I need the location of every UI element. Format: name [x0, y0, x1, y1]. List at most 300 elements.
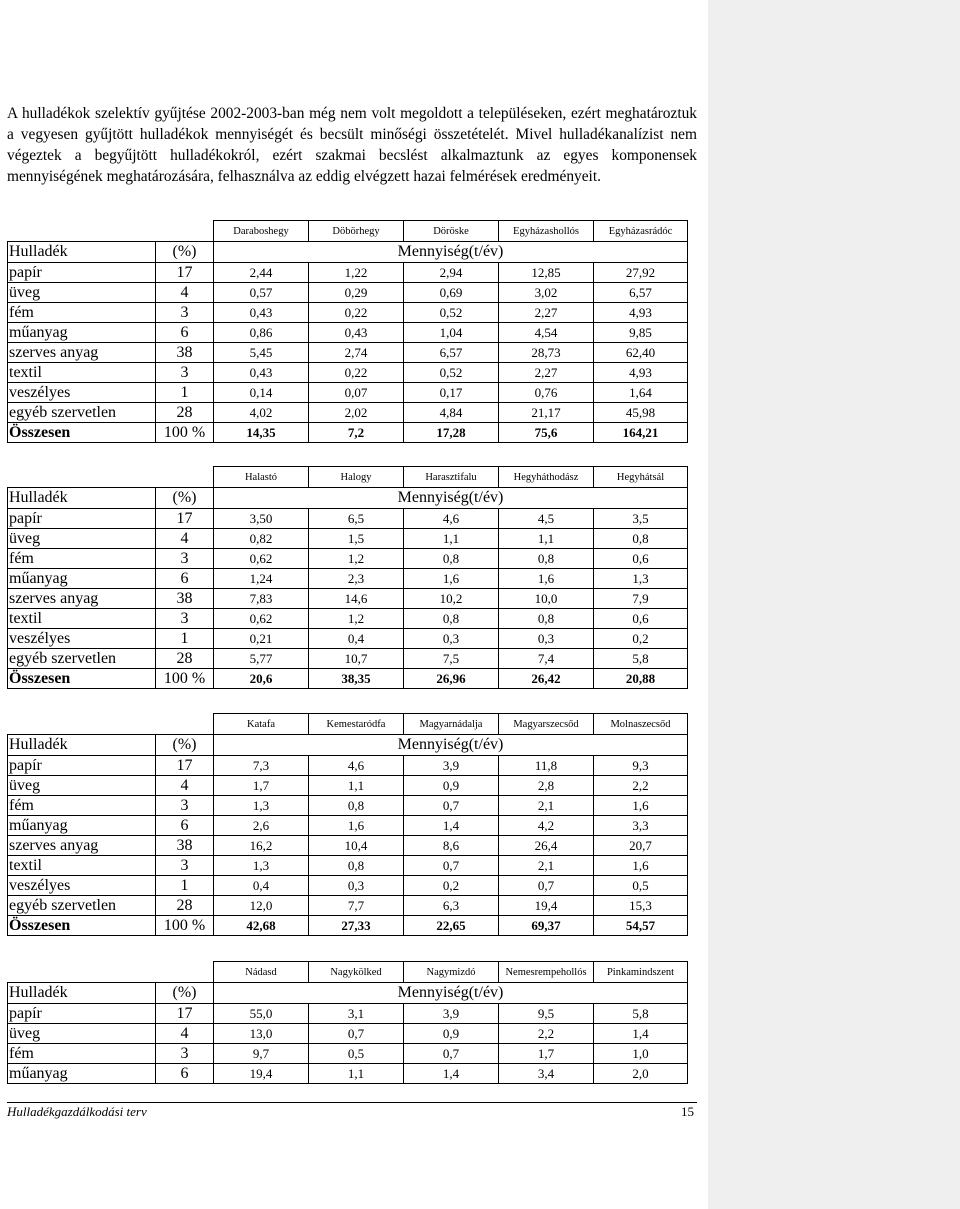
- quantity-value: 0,86: [214, 323, 309, 343]
- table-row: [8, 1024, 688, 1044]
- waste-percent: 3: [156, 796, 214, 816]
- waste-type: műanyag: [8, 569, 156, 589]
- waste-percent: 4: [156, 776, 214, 796]
- waste-percent: 38: [156, 836, 214, 856]
- table-row: [8, 403, 688, 423]
- quantity-value: 10,4: [309, 836, 404, 856]
- waste-type: szerves anyag: [8, 343, 156, 363]
- quantity-value: 7,83: [214, 589, 309, 609]
- column-label-row: [8, 242, 688, 263]
- quantity-value: 0,43: [214, 303, 309, 323]
- table-row: [8, 856, 688, 876]
- quantity-value: 1,1: [499, 529, 594, 549]
- quantity-value: 4,2: [499, 816, 594, 836]
- total-value: 20,6: [214, 669, 309, 689]
- quantity-value: 14,6: [309, 589, 404, 609]
- village-name: Nagykölked: [309, 962, 404, 983]
- waste-type: üveg: [8, 1024, 156, 1044]
- waste-label: Hulladék: [8, 735, 156, 756]
- waste-type: fém: [8, 303, 156, 323]
- quantity-value: 26,4: [499, 836, 594, 856]
- waste-percent: 4: [156, 529, 214, 549]
- waste-percent: 28: [156, 896, 214, 916]
- total-value: 26,96: [404, 669, 499, 689]
- quantity-value: 8,6: [404, 836, 499, 856]
- waste-percent: 1: [156, 383, 214, 403]
- quantity-value: 2,44: [214, 263, 309, 283]
- village-name: Nádasd: [214, 962, 309, 983]
- quantity-value: 9,7: [214, 1044, 309, 1064]
- quantity-value: 1,3: [214, 796, 309, 816]
- percent-label: (%): [156, 735, 214, 756]
- quantity-value: 3,9: [404, 1004, 499, 1024]
- quantity-value: 3,1: [309, 1004, 404, 1024]
- column-label-row: [8, 983, 688, 1004]
- waste-percent: 6: [156, 816, 214, 836]
- waste-percent: 38: [156, 589, 214, 609]
- total-value: 42,68: [214, 916, 309, 936]
- waste-percent: 3: [156, 363, 214, 383]
- total-label: Összesen: [8, 669, 156, 689]
- village-name: Pinkamindszent: [594, 962, 688, 983]
- quantity-value: 0,5: [594, 876, 688, 896]
- total-percent: 100 %: [156, 916, 214, 936]
- village-name: Katafa: [214, 714, 309, 735]
- total-value: 7,2: [309, 423, 404, 443]
- blank-cell: [156, 714, 214, 735]
- quantity-value: 1,6: [404, 569, 499, 589]
- quantity-value: 2,6: [214, 816, 309, 836]
- blank-cell: [8, 221, 156, 242]
- waste-percent: 6: [156, 1064, 214, 1084]
- blank-cell: [156, 962, 214, 983]
- quantity-value: 0,8: [309, 856, 404, 876]
- waste-type: egyéb szervetlen: [8, 896, 156, 916]
- waste-type: papír: [8, 263, 156, 283]
- total-value: 27,33: [309, 916, 404, 936]
- total-value: 75,6: [499, 423, 594, 443]
- village-name: Kemestaródfa: [309, 714, 404, 735]
- intro-paragraph: A hulladékok szelektív gyűjtése 2002-2003-ban még nem volt megoldott a településeken, ezért meghatároztuk a vegyesen gyűjtött hulladékok mennyiségét és becsült minőségi összetételét. Mivel hulladékanalízist nem végeztek a begyűjtött hulladékokról, ezért szakmai becslést alkalmaztunk az egyes komponensek mennyiségének meghatározására, felhasználva az eddig elvégzett hazai felmérések eredményeit.: [7, 105, 697, 185]
- table-row: [8, 1064, 688, 1084]
- quantity-value: 2,0: [594, 1064, 688, 1084]
- total-row: [8, 423, 688, 443]
- quantity-value: 0,9: [404, 1024, 499, 1044]
- waste-type: szerves anyag: [8, 836, 156, 856]
- quantity-value: 7,3: [214, 756, 309, 776]
- quantity-value: 0,69: [404, 283, 499, 303]
- quantity-value: 6,3: [404, 896, 499, 916]
- waste-type: textil: [8, 609, 156, 629]
- waste-type: műanyag: [8, 816, 156, 836]
- table-row: [8, 569, 688, 589]
- waste-type: fém: [8, 549, 156, 569]
- village-name: Magyarnádalja: [404, 714, 499, 735]
- quantity-value: 0,7: [404, 1044, 499, 1064]
- quantity-value: 0,6: [594, 549, 688, 569]
- quantity-value: 62,40: [594, 343, 688, 363]
- quantity-value: 0,14: [214, 383, 309, 403]
- quantity-value: 0,5: [309, 1044, 404, 1064]
- quantity-value: 6,57: [594, 283, 688, 303]
- quantity-value: 21,17: [499, 403, 594, 423]
- quantity-value: 0,8: [404, 549, 499, 569]
- page-number: 15: [681, 1104, 694, 1119]
- total-value: 22,65: [404, 916, 499, 936]
- quantity-value: 1,3: [214, 856, 309, 876]
- village-name: Döbörhegy: [309, 221, 404, 242]
- waste-type: üveg: [8, 776, 156, 796]
- quantity-value: 4,84: [404, 403, 499, 423]
- village-name: Halogy: [309, 467, 404, 488]
- village-name: Hegyhátsál: [594, 467, 688, 488]
- quantity-value: 3,4: [499, 1064, 594, 1084]
- table-row: [8, 509, 688, 529]
- blank-cell: [156, 221, 214, 242]
- quantity-value: 1,0: [594, 1044, 688, 1064]
- quantity-label: Mennyiség(t/év): [214, 735, 688, 756]
- total-label: Összesen: [8, 423, 156, 443]
- waste-percent: 17: [156, 1004, 214, 1024]
- quantity-value: 45,98: [594, 403, 688, 423]
- quantity-value: 5,45: [214, 343, 309, 363]
- quantity-value: 4,54: [499, 323, 594, 343]
- village-header-row: [8, 467, 688, 488]
- quantity-label: Mennyiség(t/év): [214, 488, 688, 509]
- quantity-value: 1,1: [404, 529, 499, 549]
- total-value: 17,28: [404, 423, 499, 443]
- waste-percent: 3: [156, 856, 214, 876]
- quantity-value: 4,5: [499, 509, 594, 529]
- quantity-value: 0,7: [404, 796, 499, 816]
- waste-percent: 6: [156, 323, 214, 343]
- quantity-value: 0,7: [499, 876, 594, 896]
- quantity-value: 20,7: [594, 836, 688, 856]
- waste-label: Hulladék: [8, 983, 156, 1004]
- village-name: Daraboshegy: [214, 221, 309, 242]
- waste-label: Hulladék: [8, 488, 156, 509]
- waste-percent: 3: [156, 1044, 214, 1064]
- quantity-value: 12,0: [214, 896, 309, 916]
- quantity-value: 9,85: [594, 323, 688, 343]
- table-row: [8, 549, 688, 569]
- quantity-value: 2,27: [499, 363, 594, 383]
- quantity-value: 1,6: [309, 816, 404, 836]
- quantity-value: 9,5: [499, 1004, 594, 1024]
- waste-percent: 4: [156, 1024, 214, 1044]
- table-row: [8, 776, 688, 796]
- column-label-row: [8, 735, 688, 756]
- quantity-value: 19,4: [499, 896, 594, 916]
- waste-percent: 38: [156, 343, 214, 363]
- waste-percent: 1: [156, 629, 214, 649]
- quantity-value: 28,73: [499, 343, 594, 363]
- quantity-value: 1,6: [594, 796, 688, 816]
- quantity-value: 11,8: [499, 756, 594, 776]
- total-value: 38,35: [309, 669, 404, 689]
- quantity-value: 0,21: [214, 629, 309, 649]
- right-margin-panel: [708, 0, 960, 1209]
- table-row: [8, 343, 688, 363]
- table-row: [8, 363, 688, 383]
- quantity-value: 5,8: [594, 649, 688, 669]
- quantity-value: 0,62: [214, 549, 309, 569]
- waste-table-4: [7, 961, 688, 1084]
- total-value: 26,42: [499, 669, 594, 689]
- quantity-value: 4,93: [594, 363, 688, 383]
- waste-percent: 28: [156, 403, 214, 423]
- quantity-value: 0,22: [309, 363, 404, 383]
- quantity-value: 0,6: [594, 609, 688, 629]
- quantity-value: 2,1: [499, 796, 594, 816]
- percent-label: (%): [156, 488, 214, 509]
- quantity-value: 13,0: [214, 1024, 309, 1044]
- total-value: 54,57: [594, 916, 688, 936]
- table-row: [8, 756, 688, 776]
- table-row: [8, 876, 688, 896]
- waste-table-3: [7, 713, 688, 936]
- quantity-value: 4,93: [594, 303, 688, 323]
- quantity-value: 2,3: [309, 569, 404, 589]
- quantity-value: 0,43: [214, 363, 309, 383]
- percent-label: (%): [156, 242, 214, 263]
- waste-type: papír: [8, 509, 156, 529]
- quantity-value: 1,4: [404, 816, 499, 836]
- table-row: [8, 1044, 688, 1064]
- table-row: [8, 836, 688, 856]
- village-name: Egyházasrádóc: [594, 221, 688, 242]
- waste-type: üveg: [8, 529, 156, 549]
- quantity-value: 0,43: [309, 323, 404, 343]
- waste-type: műanyag: [8, 323, 156, 343]
- quantity-value: 0,82: [214, 529, 309, 549]
- quantity-value: 1,4: [594, 1024, 688, 1044]
- quantity-value: 0,3: [404, 629, 499, 649]
- column-label-row: [8, 488, 688, 509]
- quantity-value: 0,8: [499, 549, 594, 569]
- quantity-value: 0,57: [214, 283, 309, 303]
- quantity-value: 2,74: [309, 343, 404, 363]
- quantity-value: 1,5: [309, 529, 404, 549]
- quantity-value: 6,57: [404, 343, 499, 363]
- waste-type: szerves anyag: [8, 589, 156, 609]
- footer-rule: [7, 1102, 697, 1103]
- table-row: [8, 529, 688, 549]
- blank-cell: [8, 962, 156, 983]
- waste-type: textil: [8, 363, 156, 383]
- village-header-row: [8, 962, 688, 983]
- quantity-value: 0,2: [404, 876, 499, 896]
- quantity-value: 2,8: [499, 776, 594, 796]
- table-row: [8, 649, 688, 669]
- quantity-value: 0,07: [309, 383, 404, 403]
- table-row: [8, 263, 688, 283]
- village-name: Halastó: [214, 467, 309, 488]
- quantity-value: 4,6: [404, 509, 499, 529]
- quantity-value: 0,8: [404, 609, 499, 629]
- quantity-value: 3,9: [404, 756, 499, 776]
- village-name: Hegyháthodász: [499, 467, 594, 488]
- quantity-value: 7,5: [404, 649, 499, 669]
- table-row: [8, 589, 688, 609]
- total-percent: 100 %: [156, 669, 214, 689]
- quantity-value: 0,52: [404, 363, 499, 383]
- quantity-value: 0,76: [499, 383, 594, 403]
- quantity-value: 3,02: [499, 283, 594, 303]
- total-value: 69,37: [499, 916, 594, 936]
- quantity-value: 0,3: [499, 629, 594, 649]
- quantity-value: 0,8: [594, 529, 688, 549]
- quantity-value: 9,3: [594, 756, 688, 776]
- total-row: [8, 916, 688, 936]
- quantity-value: 0,4: [309, 629, 404, 649]
- table-row: [8, 816, 688, 836]
- waste-type: fém: [8, 796, 156, 816]
- waste-type: egyéb szervetlen: [8, 649, 156, 669]
- waste-percent: 17: [156, 756, 214, 776]
- quantity-value: 10,0: [499, 589, 594, 609]
- table-row: [8, 609, 688, 629]
- table-row: [8, 1004, 688, 1024]
- waste-percent: 3: [156, 303, 214, 323]
- quantity-value: 4,02: [214, 403, 309, 423]
- table-row: [8, 896, 688, 916]
- village-name: Döröske: [404, 221, 499, 242]
- waste-label: Hulladék: [8, 242, 156, 263]
- waste-type: fém: [8, 1044, 156, 1064]
- quantity-value: 0,2: [594, 629, 688, 649]
- quantity-value: 7,9: [594, 589, 688, 609]
- waste-percent: 3: [156, 549, 214, 569]
- quantity-value: 15,3: [594, 896, 688, 916]
- quantity-value: 19,4: [214, 1064, 309, 1084]
- quantity-value: 0,7: [404, 856, 499, 876]
- village-name: Molnaszecsőd: [594, 714, 688, 735]
- total-value: 20,88: [594, 669, 688, 689]
- table-row: [8, 283, 688, 303]
- quantity-value: 5,77: [214, 649, 309, 669]
- waste-table-1: [7, 220, 688, 443]
- waste-type: veszélyes: [8, 876, 156, 896]
- quantity-label: Mennyiség(t/év): [214, 983, 688, 1004]
- quantity-value: 1,7: [499, 1044, 594, 1064]
- quantity-value: 1,2: [309, 609, 404, 629]
- quantity-value: 1,1: [309, 1064, 404, 1084]
- quantity-value: 1,6: [499, 569, 594, 589]
- village-name: Nagymizdó: [404, 962, 499, 983]
- waste-percent: 28: [156, 649, 214, 669]
- waste-percent: 4: [156, 283, 214, 303]
- waste-table-2: [7, 466, 688, 689]
- village-name: Magyarszecsőd: [499, 714, 594, 735]
- quantity-value: 7,4: [499, 649, 594, 669]
- blank-cell: [8, 467, 156, 488]
- quantity-value: 0,9: [404, 776, 499, 796]
- quantity-value: 2,2: [594, 776, 688, 796]
- quantity-value: 1,7: [214, 776, 309, 796]
- quantity-value: 3,50: [214, 509, 309, 529]
- total-value: 164,21: [594, 423, 688, 443]
- total-percent: 100 %: [156, 423, 214, 443]
- waste-type: egyéb szervetlen: [8, 403, 156, 423]
- waste-type: papír: [8, 756, 156, 776]
- quantity-value: 0,3: [309, 876, 404, 896]
- percent-label: (%): [156, 983, 214, 1004]
- table-row: [8, 796, 688, 816]
- waste-percent: 17: [156, 509, 214, 529]
- quantity-value: 1,22: [309, 263, 404, 283]
- table-row: [8, 323, 688, 343]
- quantity-value: 2,2: [499, 1024, 594, 1044]
- village-header-row: [8, 221, 688, 242]
- waste-type: papír: [8, 1004, 156, 1024]
- quantity-value: 4,6: [309, 756, 404, 776]
- blank-cell: [8, 714, 156, 735]
- waste-type: üveg: [8, 283, 156, 303]
- total-value: 14,35: [214, 423, 309, 443]
- quantity-value: 0,4: [214, 876, 309, 896]
- waste-percent: 6: [156, 569, 214, 589]
- quantity-value: 1,6: [594, 856, 688, 876]
- quantity-value: 3,3: [594, 816, 688, 836]
- quantity-value: 0,22: [309, 303, 404, 323]
- quantity-value: 0,8: [499, 609, 594, 629]
- waste-percent: 17: [156, 263, 214, 283]
- waste-type: veszélyes: [8, 629, 156, 649]
- village-header-row: [8, 714, 688, 735]
- total-row: [8, 669, 688, 689]
- quantity-value: 0,8: [309, 796, 404, 816]
- waste-percent: 3: [156, 609, 214, 629]
- table-row: [8, 383, 688, 403]
- village-name: Harasztifalu: [404, 467, 499, 488]
- waste-type: műanyag: [8, 1064, 156, 1084]
- blank-cell: [156, 467, 214, 488]
- quantity-value: 0,52: [404, 303, 499, 323]
- quantity-value: 2,94: [404, 263, 499, 283]
- quantity-value: 10,7: [309, 649, 404, 669]
- waste-percent: 1: [156, 876, 214, 896]
- quantity-value: 16,2: [214, 836, 309, 856]
- quantity-value: 10,2: [404, 589, 499, 609]
- quantity-value: 5,8: [594, 1004, 688, 1024]
- waste-type: textil: [8, 856, 156, 876]
- quantity-value: 1,64: [594, 383, 688, 403]
- waste-type: veszélyes: [8, 383, 156, 403]
- quantity-value: 1,4: [404, 1064, 499, 1084]
- quantity-value: 1,3: [594, 569, 688, 589]
- village-name: Nemesrempehollós: [499, 962, 594, 983]
- quantity-value: 6,5: [309, 509, 404, 529]
- table-row: [8, 629, 688, 649]
- quantity-value: 0,29: [309, 283, 404, 303]
- quantity-value: 2,02: [309, 403, 404, 423]
- quantity-value: 1,2: [309, 549, 404, 569]
- quantity-value: 1,1: [309, 776, 404, 796]
- quantity-value: 2,27: [499, 303, 594, 323]
- quantity-value: 27,92: [594, 263, 688, 283]
- quantity-value: 3,5: [594, 509, 688, 529]
- quantity-value: 0,7: [309, 1024, 404, 1044]
- quantity-value: 55,0: [214, 1004, 309, 1024]
- village-name: Egyházashollós: [499, 221, 594, 242]
- quantity-value: 0,62: [214, 609, 309, 629]
- quantity-value: 1,24: [214, 569, 309, 589]
- quantity-label: Mennyiség(t/év): [214, 242, 688, 263]
- total-label: Összesen: [8, 916, 156, 936]
- footer-title: Hulladékgazdálkodási terv: [7, 1104, 147, 1119]
- quantity-value: 1,04: [404, 323, 499, 343]
